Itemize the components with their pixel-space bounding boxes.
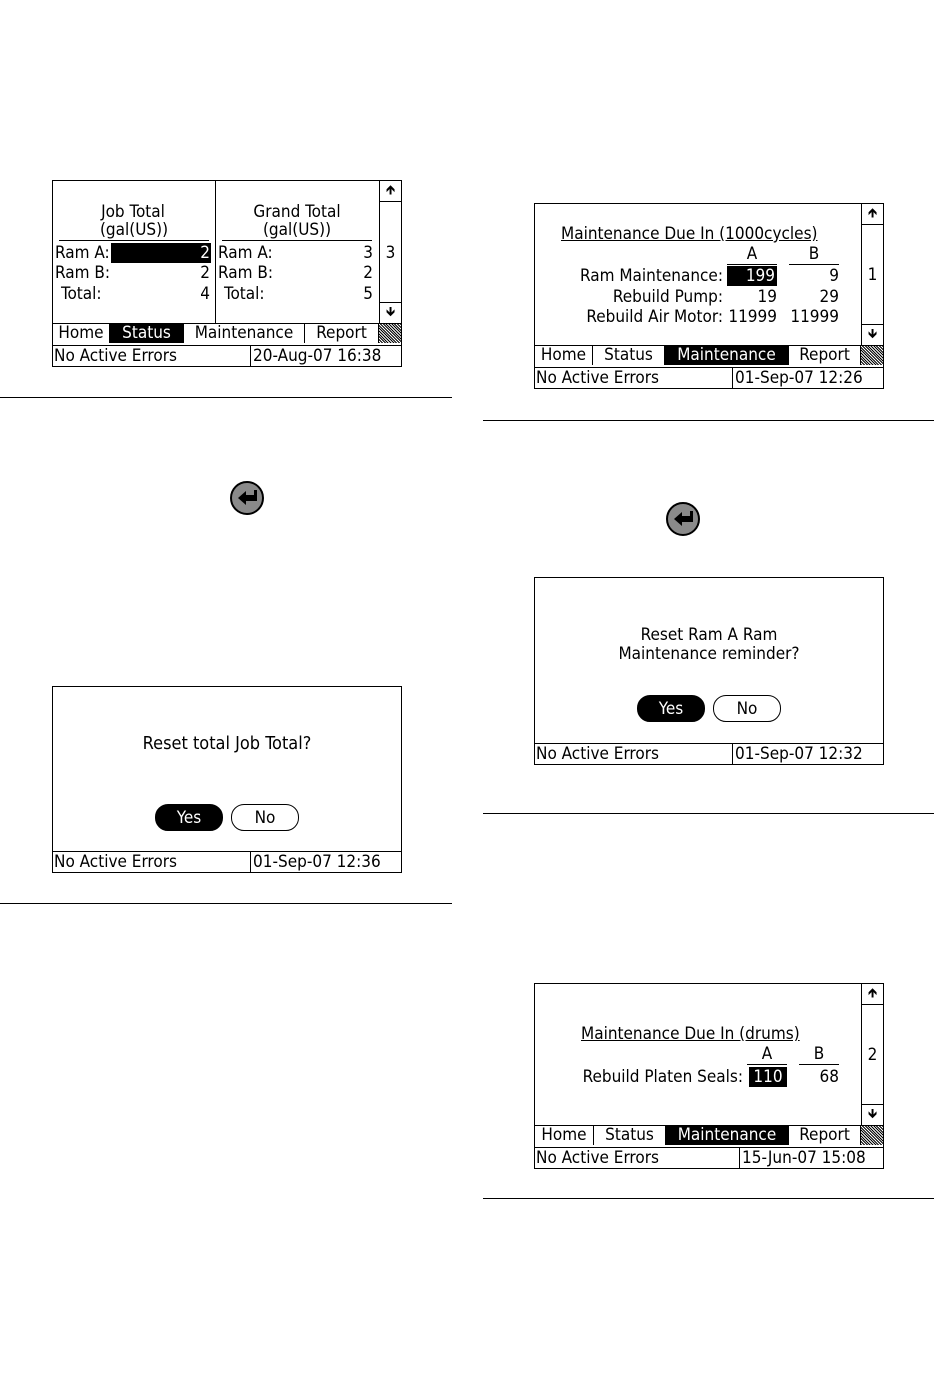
- tab-report[interactable]: Report: [789, 346, 861, 365]
- yes-button[interactable]: Yes: [155, 804, 223, 831]
- grand-row-ram-a-value: 3: [363, 243, 373, 263]
- scroll-down-icon[interactable]: 🡻: [862, 1104, 883, 1125]
- page-number: 2: [867, 1045, 878, 1065]
- job-row-total-label: Total:: [61, 284, 102, 304]
- scroll-up-icon[interactable]: 🡹: [380, 181, 401, 202]
- row-rebuild-pump-label: Rebuild Pump:: [612, 287, 723, 307]
- grand-row-ram-a-label: Ram A:: [218, 243, 273, 263]
- row-rebuild-platen-seals-label: Rebuild Platen Seals:: [582, 1067, 743, 1087]
- scroll-up-icon[interactable]: 🡹: [862, 204, 883, 225]
- tab-maintenance[interactable]: Maintenance: [184, 324, 305, 343]
- datetime: 20-Aug-07 16:38: [250, 346, 381, 366]
- tab-home[interactable]: Home: [535, 1126, 594, 1145]
- status-bar: [535, 743, 883, 764]
- tab-status[interactable]: Status: [594, 1126, 666, 1145]
- column-a-header: A: [727, 245, 777, 265]
- status-bar: [53, 851, 401, 872]
- error-status: No Active Errors: [536, 744, 659, 764]
- divider: [483, 1198, 934, 1199]
- row-ram-maintenance-a[interactable]: 199: [727, 266, 777, 286]
- tab-report[interactable]: Report: [305, 324, 379, 343]
- grand-row-total-label: Total:: [224, 284, 265, 304]
- screen-title: Maintenance Due In (1000cycles): [561, 224, 818, 244]
- grand-row-ram-b-label: Ram B:: [218, 263, 274, 283]
- status-bar: [53, 345, 401, 366]
- row-rebuild-platen-seals-b: 68: [819, 1067, 839, 1087]
- screen-title: Maintenance Due In (drums): [581, 1024, 800, 1044]
- scroll-down-icon[interactable]: 🡻: [862, 324, 883, 345]
- corner-pattern: [379, 324, 401, 343]
- page-number: 1: [867, 265, 878, 285]
- grand-total-panel: [216, 181, 380, 323]
- scroll-up-icon[interactable]: 🡹: [862, 984, 883, 1005]
- error-status: No Active Errors: [536, 368, 659, 388]
- datetime: 01-Sep-07 12:32: [732, 744, 863, 764]
- scrollbar[interactable]: [861, 204, 883, 345]
- reset-job-total-dialog: [52, 686, 402, 873]
- page-number: 3: [385, 243, 396, 263]
- corner-pattern: [861, 1126, 883, 1145]
- grand-row-ram-b-value: 2: [363, 263, 373, 283]
- error-status: No Active Errors: [54, 346, 177, 366]
- row-rebuild-pump-b: 29: [819, 287, 839, 307]
- error-status: No Active Errors: [54, 852, 177, 872]
- maintenance-cycles-screen: [534, 203, 884, 389]
- row-rebuild-air-motor-label: Rebuild Air Motor:: [586, 307, 723, 327]
- job-total-title: Job Total: [101, 202, 165, 222]
- status-bar: [535, 1147, 883, 1168]
- maintenance-drums-screen: [534, 983, 884, 1169]
- job-row-ram-a-value[interactable]: 2: [111, 243, 211, 263]
- reset-ram-maintenance-dialog: [534, 577, 884, 765]
- column-b-header: B: [799, 1045, 839, 1065]
- divider: [483, 813, 934, 814]
- tab-report[interactable]: Report: [789, 1126, 861, 1145]
- dialog-message: Reset total Job Total?: [142, 733, 312, 754]
- scrollbar[interactable]: [379, 181, 401, 323]
- tab-bar: [535, 345, 883, 365]
- job-row-ram-b-value: 2: [200, 263, 210, 283]
- enter-key-icon[interactable]: [230, 481, 264, 515]
- no-button[interactable]: No: [231, 804, 299, 831]
- scroll-down-icon[interactable]: 🡻: [380, 302, 401, 323]
- datetime: 01-Sep-07 12:26: [732, 368, 863, 388]
- tab-status[interactable]: Status: [110, 324, 184, 343]
- dialog-message-line1: Reset Ram A Ram: [640, 625, 778, 645]
- row-rebuild-air-motor-b: 11999: [790, 307, 839, 327]
- tab-maintenance[interactable]: Maintenance: [666, 1126, 789, 1145]
- yes-button[interactable]: Yes: [637, 695, 705, 722]
- row-ram-maintenance-label: Ram Maintenance:: [579, 266, 723, 286]
- datetime: 01-Sep-07 12:36: [250, 852, 381, 872]
- error-status: No Active Errors: [536, 1148, 659, 1168]
- grand-total-title: Grand Total: [253, 202, 341, 222]
- grand-row-total-value: 5: [363, 284, 373, 304]
- column-a-header: A: [747, 1045, 787, 1065]
- corner-pattern: [861, 346, 883, 365]
- job-total-panel: [53, 181, 216, 323]
- row-rebuild-air-motor-a: 11999: [728, 307, 777, 327]
- tab-status[interactable]: Status: [593, 346, 665, 365]
- tab-bar: [535, 1125, 883, 1145]
- tab-maintenance[interactable]: Maintenance: [665, 346, 789, 365]
- no-button[interactable]: No: [713, 695, 781, 722]
- job-row-ram-a-label: Ram A:: [55, 243, 110, 263]
- divider: [483, 420, 934, 421]
- divider: [0, 397, 452, 398]
- job-row-total-value: 4: [200, 284, 210, 304]
- grand-total-unit: (gal(US)): [222, 220, 372, 241]
- status-totals-screen: [52, 180, 402, 367]
- row-rebuild-pump-a: 19: [757, 287, 777, 307]
- enter-key-icon[interactable]: [666, 502, 700, 536]
- row-ram-maintenance-b: 9: [829, 266, 839, 286]
- row-rebuild-platen-seals-a[interactable]: 110: [749, 1067, 787, 1087]
- dialog-message-line2: Maintenance reminder?: [618, 644, 800, 664]
- job-row-ram-b-label: Ram B:: [55, 263, 111, 283]
- divider: [0, 903, 452, 904]
- tab-bar: [53, 323, 401, 343]
- column-b-header: B: [789, 245, 839, 265]
- datetime: 15-Jun-07 15:08: [739, 1148, 866, 1168]
- status-bar: [535, 367, 883, 388]
- scrollbar[interactable]: [861, 984, 883, 1125]
- tab-home[interactable]: Home: [535, 346, 593, 365]
- job-total-unit: (gal(US)): [59, 220, 209, 241]
- tab-home[interactable]: Home: [53, 324, 110, 343]
